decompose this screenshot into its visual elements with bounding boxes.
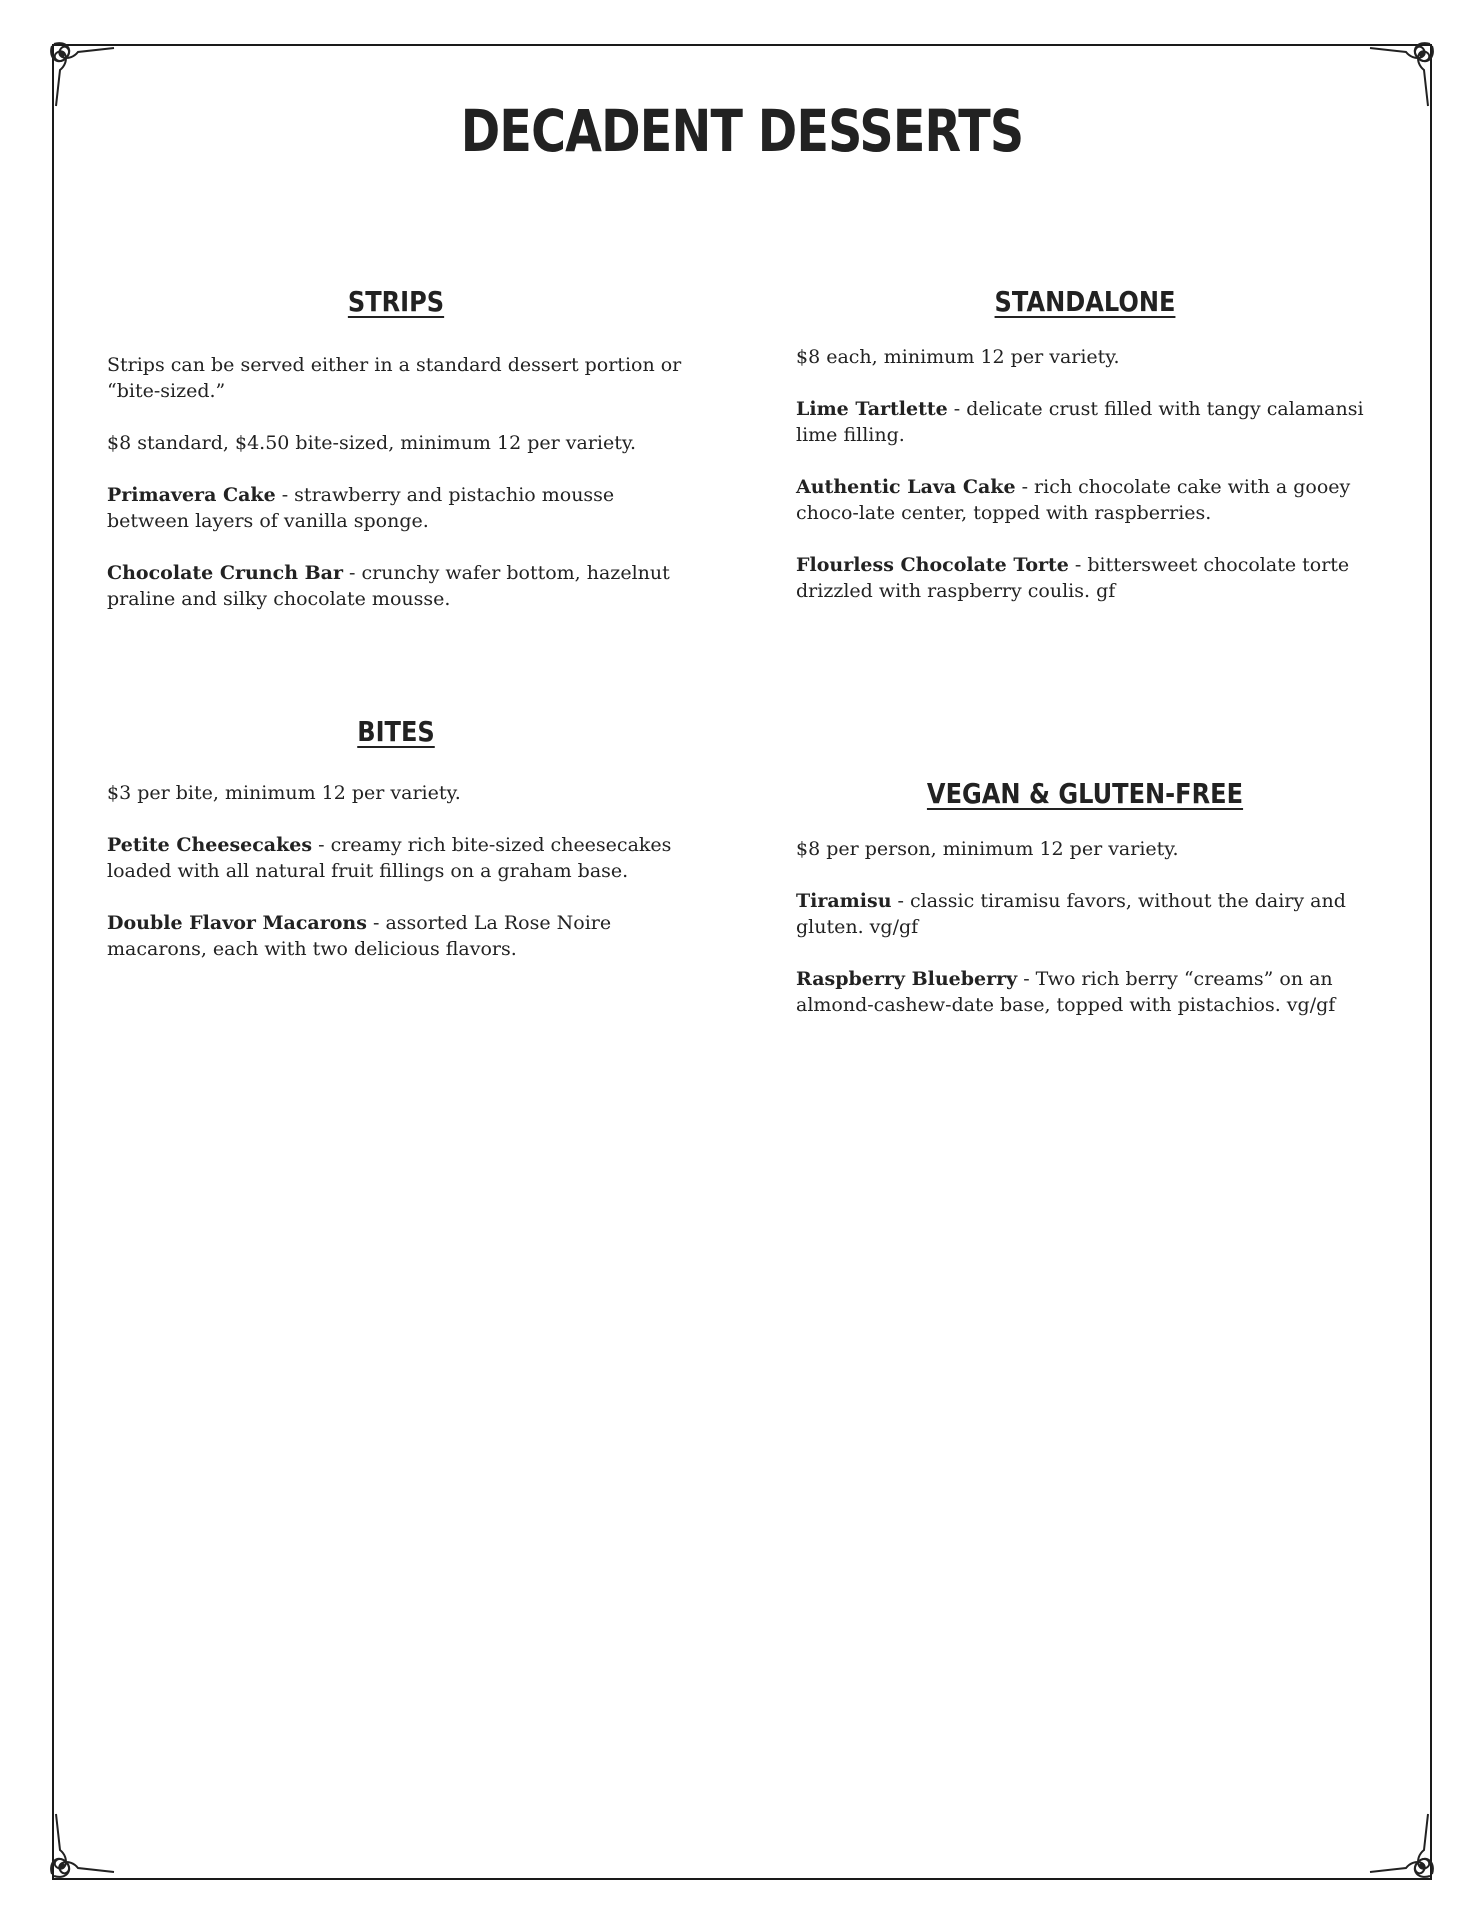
menu-item-description: - crunchy wafer bottom, hazelnut praline and silky chocolate mousse. (107, 562, 670, 610)
page-title: DECADENT DESSERTS (460, 97, 1024, 165)
section-heading: VEGAN & GLUTEN-FREE (926, 777, 1244, 810)
menu-item (796, 966, 1374, 1018)
menu-item (796, 474, 1374, 526)
menu-item (107, 910, 685, 962)
menu-item-name: Tiramisu (796, 890, 892, 912)
corner-flourish-ornament (44, 1808, 120, 1884)
section-heading: BITES (357, 715, 435, 748)
section-pricing: $3 per bite, minimum 12 per variety. (107, 782, 461, 804)
corner-flourish-ornament (1364, 36, 1440, 112)
section-heading: STANDALONE (994, 285, 1176, 318)
menu-item-description: - rich chocolate cake with a gooey choco-late center, topped with raspberries. (796, 476, 1351, 524)
menu-item (107, 832, 685, 884)
menu-item-description: - Two rich berry “creams” on an almond-cashew-date base, topped with pistachios. vg/gf (796, 968, 1336, 1016)
menu-item (796, 552, 1374, 604)
menu-item-name: Authentic Lava Cake (796, 476, 1016, 498)
menu-item-description: - assorted La Rose Noire macarons, each with two delicious flavors. (107, 912, 612, 960)
menu-item-name: Primavera Cake (107, 484, 276, 506)
menu-item-name: Flourless Chocolate Torte (796, 554, 1069, 576)
section-bites (107, 714, 685, 962)
corner-flourish-ornament (1364, 1808, 1440, 1884)
section-pricing: $8 per person, minimum 12 per variety. (796, 838, 1179, 860)
section-heading: STRIPS (347, 285, 445, 318)
section-strips (107, 284, 685, 612)
menu-item (796, 888, 1374, 940)
menu-item-description: - creamy rich bite-sized cheesecakes loaded with all natural fruit fillings on a graham base. (107, 834, 672, 882)
section-vegan-gluten-free (796, 776, 1374, 1018)
menu-item (796, 396, 1374, 448)
corner-flourish-ornament (44, 36, 120, 112)
menu-item-name: Chocolate Crunch Bar (107, 562, 343, 584)
section-intro: Strips can be served either in a standard dessert portion or “bite-sized.” (107, 354, 682, 402)
section-pricing: $8 standard, $4.50 bite-sized, minimum 12 per variety. (107, 432, 637, 454)
menu-item-name: Lime Tartlette (796, 398, 948, 420)
menu-item (107, 482, 685, 534)
menu-item-name: Raspberry Blueberry (796, 968, 1018, 990)
menu-item-description: - classic tiramisu favors, without the dairy and gluten. vg/gf (796, 890, 1346, 938)
section-standalone (796, 284, 1374, 604)
menu-item-name: Double Flavor Macarons (107, 912, 367, 934)
menu-item-description: - delicate crust filled with tangy calamansi lime filling. (796, 398, 1364, 446)
menu-item (107, 560, 685, 612)
menu-item-name: Petite Cheesecakes (107, 834, 313, 856)
menu-item-description: - bittersweet chocolate torte drizzled with raspberry coulis. gf (796, 554, 1350, 602)
section-pricing: $8 each, minimum 12 per variety. (796, 346, 1120, 368)
menu-item-description: - strawberry and pistachio mousse between layers of vanilla sponge. (107, 484, 615, 532)
